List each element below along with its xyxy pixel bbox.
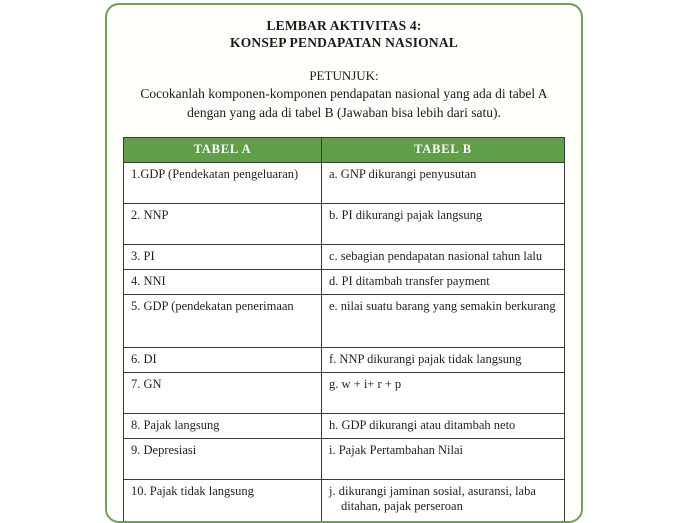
- cell-text-b: a. GNP dikurangi penyusutan: [329, 167, 558, 182]
- table-row: [124, 348, 565, 373]
- cell-text-b: i. Pajak Pertambahan Nilai: [329, 443, 558, 458]
- cell-text-a: 3. PI: [131, 249, 315, 264]
- cell-tabel-b: [322, 373, 565, 414]
- cell-tabel-a: [124, 163, 322, 204]
- cell-text-a: 7. GN: [131, 377, 315, 392]
- table-row: [124, 270, 565, 295]
- table-row: [124, 245, 565, 270]
- title-line-1: LEMBAR AKTIVITAS 4:: [107, 17, 581, 34]
- cell-tabel-b: [322, 245, 565, 270]
- table-header-row: [124, 138, 565, 163]
- cell-tabel-a: [124, 204, 322, 245]
- cell-text-b: h. GDP dikurangi atau ditambah neto: [329, 418, 558, 433]
- cell-tabel-b: [322, 348, 565, 373]
- column-header-tabel-a: TABEL A: [124, 138, 322, 163]
- table-row: [124, 439, 565, 480]
- page-title: [107, 5, 581, 51]
- cell-text-b: f. NNP dikurangi pajak tidak langsung: [329, 352, 558, 367]
- cell-tabel-a: [124, 270, 322, 295]
- cell-text-a: 8. Pajak langsung: [131, 418, 315, 433]
- cell-tabel-a: [124, 348, 322, 373]
- table-row: [124, 204, 565, 245]
- cell-text-a: 1.GDP (Pendekatan pengeluaran): [131, 167, 315, 182]
- cell-text-b: g. w + i+ r + p: [329, 377, 558, 392]
- title-line-2: KONSEP PENDAPATAN NASIONAL: [107, 34, 581, 51]
- table-row: [124, 373, 565, 414]
- cell-text-a: 10. Pajak tidak langsung: [131, 484, 315, 499]
- cell-text-b: e. nilai suatu barang yang semakin berkurang: [329, 299, 558, 314]
- column-header-tabel-b: TABEL B: [322, 138, 565, 163]
- cell-text-b: c. sebagian pendapatan nasional tahun lalu: [329, 249, 558, 264]
- table-row: [124, 295, 565, 348]
- cell-tabel-a: [124, 295, 322, 348]
- cell-tabel-b: [322, 414, 565, 439]
- cell-tabel-a: [124, 414, 322, 439]
- table-row: [124, 414, 565, 439]
- instructions-line-1: Cocokanlah komponen-komponen pendapatan nasional yang ada di tabel A: [119, 85, 569, 103]
- cell-text-b: j. dikurangi jaminan sosial, asuransi, laba ditahan, pajak perseroan: [329, 484, 558, 514]
- cell-tabel-a: [124, 480, 322, 523]
- matching-table: [123, 137, 565, 523]
- table-row: [124, 480, 565, 523]
- cell-text-a: 9. Depresiasi: [131, 443, 315, 458]
- cell-tabel-b: [322, 204, 565, 245]
- cell-text-b: b. PI dikurangi pajak langsung: [329, 208, 558, 223]
- table-row: [124, 163, 565, 204]
- cell-text-b: d. PI ditambah transfer payment: [329, 274, 558, 289]
- instructions: [107, 67, 581, 122]
- worksheet-card: [105, 3, 583, 523]
- cell-tabel-a: [124, 439, 322, 480]
- cell-text-a: 2. NNP: [131, 208, 315, 223]
- instructions-label: PETUNJUK:: [119, 67, 569, 84]
- cell-text-a: 4. NNI: [131, 274, 315, 289]
- cell-tabel-a: [124, 245, 322, 270]
- cell-tabel-b: [322, 295, 565, 348]
- cell-tabel-b: [322, 163, 565, 204]
- cell-text-a: 6. DI: [131, 352, 315, 367]
- cell-tabel-b: [322, 480, 565, 523]
- cell-text-a: 5. GDP (pendekatan penerimaan: [131, 299, 315, 314]
- cell-tabel-b: [322, 270, 565, 295]
- cell-tabel-b: [322, 439, 565, 480]
- cell-tabel-a: [124, 373, 322, 414]
- instructions-line-2: dengan yang ada di tabel B (Jawaban bisa lebih dari satu).: [119, 104, 569, 122]
